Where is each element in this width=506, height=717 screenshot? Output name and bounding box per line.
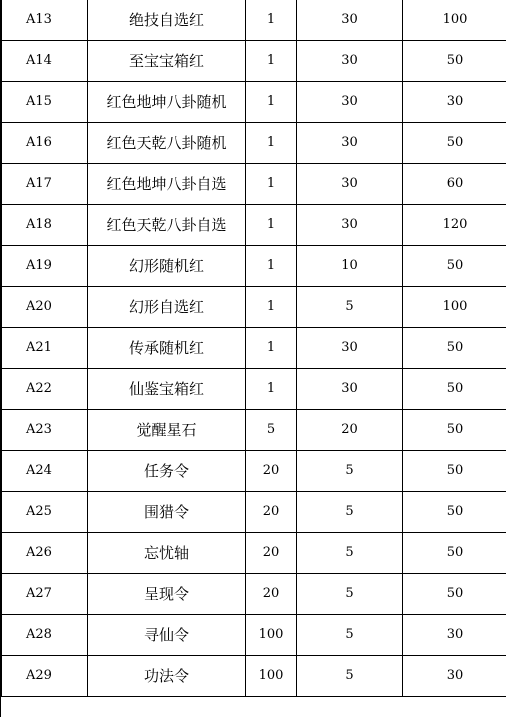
table-row bbox=[2, 205, 506, 246]
table-body bbox=[2, 0, 506, 697]
value-cell[interactable]: 5 bbox=[297, 574, 403, 615]
price-cell[interactable]: 30 bbox=[403, 82, 506, 123]
quantity-cell[interactable]: 1 bbox=[246, 246, 297, 287]
value-cell[interactable]: 5 bbox=[297, 656, 403, 697]
price-cell[interactable]: 100 bbox=[403, 287, 506, 328]
table-row bbox=[2, 492, 506, 533]
quantity-cell[interactable]: 20 bbox=[246, 492, 297, 533]
value-cell[interactable]: 20 bbox=[297, 410, 403, 451]
quantity-cell[interactable]: 100 bbox=[246, 656, 297, 697]
quantity-cell[interactable]: 1 bbox=[246, 0, 297, 41]
table-row bbox=[2, 164, 506, 205]
value-cell[interactable]: 30 bbox=[297, 164, 403, 205]
price-cell[interactable]: 50 bbox=[403, 410, 506, 451]
item-name-cell[interactable]: 红色地坤八卦自选 bbox=[88, 164, 246, 205]
price-cell[interactable]: 50 bbox=[403, 451, 506, 492]
quantity-cell[interactable]: 1 bbox=[246, 328, 297, 369]
item-id-cell[interactable]: A24 bbox=[2, 451, 88, 492]
quantity-cell[interactable]: 1 bbox=[246, 287, 297, 328]
value-cell[interactable]: 30 bbox=[297, 369, 403, 410]
item-name-cell[interactable]: 幻形自选红 bbox=[88, 287, 246, 328]
item-name-cell[interactable]: 功法令 bbox=[88, 656, 246, 697]
table-row bbox=[2, 451, 506, 492]
item-id-cell[interactable]: A13 bbox=[2, 0, 88, 41]
item-name-cell[interactable]: 幻形随机红 bbox=[88, 246, 246, 287]
item-name-cell[interactable]: 忘忧轴 bbox=[88, 533, 246, 574]
value-cell[interactable]: 10 bbox=[297, 246, 403, 287]
price-cell[interactable]: 30 bbox=[403, 615, 506, 656]
price-cell[interactable]: 50 bbox=[403, 574, 506, 615]
item-id-cell[interactable]: A21 bbox=[2, 328, 88, 369]
table-row bbox=[2, 656, 506, 697]
item-name-cell[interactable]: 红色地坤八卦随机 bbox=[88, 82, 246, 123]
price-cell[interactable]: 50 bbox=[403, 369, 506, 410]
price-cell[interactable]: 50 bbox=[403, 492, 506, 533]
item-name-cell[interactable]: 任务令 bbox=[88, 451, 246, 492]
table-row bbox=[2, 246, 506, 287]
table-row bbox=[2, 41, 506, 82]
table-row bbox=[2, 287, 506, 328]
table-row bbox=[2, 410, 506, 451]
item-name-cell[interactable]: 传承随机红 bbox=[88, 328, 246, 369]
price-cell[interactable]: 120 bbox=[403, 205, 506, 246]
value-cell[interactable]: 30 bbox=[297, 82, 403, 123]
quantity-cell[interactable]: 100 bbox=[246, 615, 297, 656]
value-cell[interactable]: 30 bbox=[297, 41, 403, 82]
quantity-cell[interactable]: 5 bbox=[246, 410, 297, 451]
value-cell[interactable]: 30 bbox=[297, 0, 403, 41]
item-id-cell[interactable]: A26 bbox=[2, 533, 88, 574]
quantity-cell[interactable]: 1 bbox=[246, 41, 297, 82]
table-row bbox=[2, 82, 506, 123]
item-id-cell[interactable]: A22 bbox=[2, 369, 88, 410]
item-name-cell[interactable]: 仙鉴宝箱红 bbox=[88, 369, 246, 410]
price-cell[interactable]: 50 bbox=[403, 246, 506, 287]
item-id-cell[interactable]: A16 bbox=[2, 123, 88, 164]
quantity-cell[interactable]: 20 bbox=[246, 451, 297, 492]
value-cell[interactable]: 5 bbox=[297, 492, 403, 533]
table-row bbox=[2, 574, 506, 615]
table-row bbox=[2, 328, 506, 369]
value-cell[interactable]: 5 bbox=[297, 533, 403, 574]
table-row bbox=[2, 123, 506, 164]
table-row bbox=[2, 533, 506, 574]
quantity-cell[interactable]: 1 bbox=[246, 369, 297, 410]
quantity-cell[interactable]: 1 bbox=[246, 123, 297, 164]
item-id-cell[interactable]: A19 bbox=[2, 246, 88, 287]
value-cell[interactable]: 5 bbox=[297, 615, 403, 656]
price-cell[interactable]: 60 bbox=[403, 164, 506, 205]
item-name-cell[interactable]: 至宝宝箱红 bbox=[88, 41, 246, 82]
quantity-cell[interactable]: 20 bbox=[246, 533, 297, 574]
item-id-cell[interactable]: A23 bbox=[2, 410, 88, 451]
item-table bbox=[1, 0, 506, 697]
value-cell[interactable]: 5 bbox=[297, 451, 403, 492]
table-row bbox=[2, 369, 506, 410]
item-id-cell[interactable]: A29 bbox=[2, 656, 88, 697]
quantity-cell[interactable]: 20 bbox=[246, 574, 297, 615]
item-id-cell[interactable]: A17 bbox=[2, 164, 88, 205]
quantity-cell[interactable]: 1 bbox=[246, 205, 297, 246]
item-id-cell[interactable]: A27 bbox=[2, 574, 88, 615]
price-cell[interactable]: 50 bbox=[403, 123, 506, 164]
item-id-cell[interactable]: A20 bbox=[2, 287, 88, 328]
item-name-cell[interactable]: 围猎令 bbox=[88, 492, 246, 533]
item-id-cell[interactable]: A14 bbox=[2, 41, 88, 82]
price-cell[interactable]: 100 bbox=[403, 0, 506, 41]
table-row bbox=[2, 0, 506, 41]
value-cell[interactable]: 30 bbox=[297, 123, 403, 164]
price-cell[interactable]: 50 bbox=[403, 328, 506, 369]
item-id-cell[interactable]: A28 bbox=[2, 615, 88, 656]
item-id-cell[interactable]: A15 bbox=[2, 82, 88, 123]
item-name-cell[interactable]: 红色天乾八卦随机 bbox=[88, 123, 246, 164]
item-name-cell[interactable]: 寻仙令 bbox=[88, 615, 246, 656]
item-name-cell[interactable]: 觉醒星石 bbox=[88, 410, 246, 451]
item-name-cell[interactable]: 绝技自选红 bbox=[88, 0, 246, 41]
item-id-cell[interactable]: A18 bbox=[2, 205, 88, 246]
price-cell[interactable]: 50 bbox=[403, 41, 506, 82]
value-cell[interactable]: 30 bbox=[297, 328, 403, 369]
item-name-cell[interactable]: 呈现令 bbox=[88, 574, 246, 615]
item-id-cell[interactable]: A25 bbox=[2, 492, 88, 533]
table-row bbox=[2, 615, 506, 656]
price-cell[interactable]: 30 bbox=[403, 656, 506, 697]
quantity-cell[interactable]: 1 bbox=[246, 164, 297, 205]
price-cell[interactable]: 50 bbox=[403, 533, 506, 574]
item-name-cell[interactable]: 红色天乾八卦自选 bbox=[88, 205, 246, 246]
quantity-cell[interactable]: 1 bbox=[246, 82, 297, 123]
value-cell[interactable]: 30 bbox=[297, 205, 403, 246]
value-cell[interactable]: 5 bbox=[297, 287, 403, 328]
